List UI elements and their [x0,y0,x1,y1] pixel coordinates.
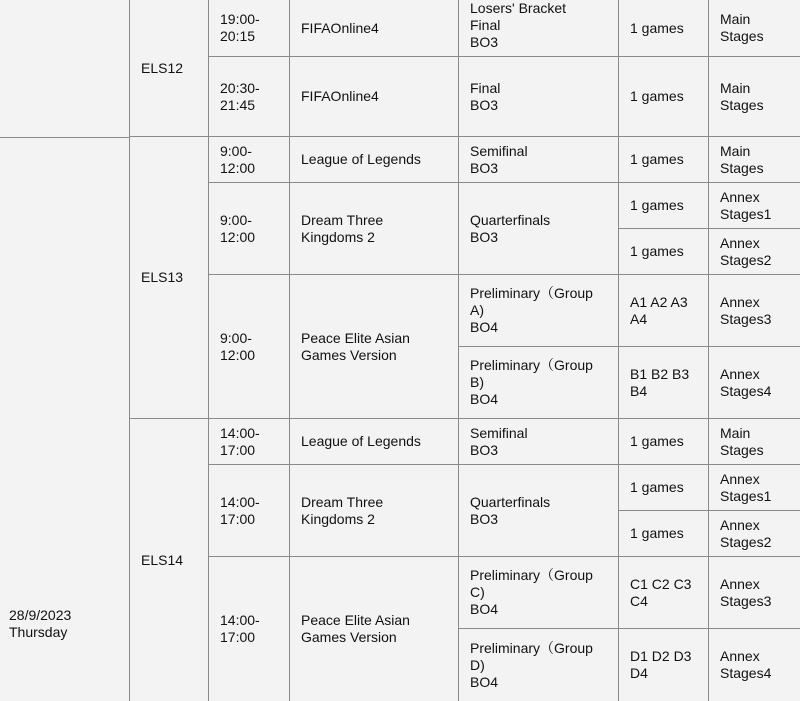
venue-cell: Annex Stages3 [709,275,800,347]
time-cell: 20:30- 21:45 [209,57,290,137]
stage-cell: Semifinal BO3 [459,419,619,465]
groups-cell: D1 D2 D3 D4 [619,629,709,701]
game-cell: FIFAOnline4 [290,0,459,57]
groups-cell: A1 A2 A3 A4 [619,275,709,347]
stage-cell: Quarterfinals BO3 [459,465,619,557]
game-cell: Dream Three Kingdoms 2 [290,183,459,275]
date-cell [0,137,130,701]
stage-cell: Final BO3 [459,57,619,137]
groups-cell: 1 games [619,511,709,557]
venue-cell: Main Stages [709,0,800,57]
venue-cell: Annex Stages1 [709,465,800,511]
venue-cell: Annex Stages4 [720,648,772,681]
stage-cell: Preliminary（Group D) BO4 [459,629,619,701]
game-cell: FIFAOnline4 [290,57,459,137]
game-cell: Peace Elite Asian Games Version [290,275,459,419]
session-els12: ELS12 [130,0,209,137]
groups-cell: C1 C2 C3 C4 [619,557,709,629]
game-cell: Dream Three Kingdoms 2 [290,465,459,557]
time-cell: 9:00- 12:00 [209,183,290,275]
date-label: 28/9/2023 Thursday [9,607,72,640]
venue-cell: Annex Stages3 [709,557,800,629]
venue-cell: Main Stages [709,419,800,465]
groups-cell: 1 games [619,229,709,275]
venue-cell: Annex Stages4 [709,347,800,419]
venue-cell: Annex Stages2 [709,229,800,275]
groups-cell: 1 games [619,183,709,229]
stage-cell: Preliminary（Group B) BO4 [459,347,619,419]
time-cell: 14:00- 17:00 [209,465,290,557]
groups-cell: 1 games [619,465,709,511]
groups-cell: 1 games [619,419,709,465]
session-els13: ELS13 [130,137,209,419]
groups-cell: 1 games [619,137,709,183]
stage-cell: Quarterfinals BO3 [459,183,619,275]
groups-cell: 1 games [619,57,709,137]
game-cell: League of Legends [290,419,459,465]
time-cell: 14:00- 17:00 [209,557,290,701]
time-cell: 9:00- 12:00 [209,137,290,183]
venue-cell: Annex Stages2 [709,511,800,557]
game-cell: League of Legends [290,137,459,183]
time-cell: 9:00- 12:00 [209,275,290,419]
groups-cell: 1 games [619,0,709,57]
game-cell: Peace Elite Asian Games Version [290,557,459,701]
venue-cell: Main Stages [709,137,800,183]
time-cell: 14:00- 17:00 [209,419,290,465]
session-els14: ELS14 [130,419,209,701]
stage-cell: Preliminary（Group C) BO4 [459,557,619,629]
stage-cell: Losers' Bracket Final BO3 [459,0,619,57]
venue-cell: Main Stages [709,57,800,137]
venue-cell: Annex Stages1 [709,183,800,229]
groups-cell: B1 B2 B3 B4 [619,347,709,419]
date-cell-top [0,0,130,137]
time-cell: 19:00- 20:15 [209,0,290,57]
stage-cell: Preliminary（Group A) BO4 [459,275,619,347]
stage-cell: Semifinal BO3 [459,137,619,183]
